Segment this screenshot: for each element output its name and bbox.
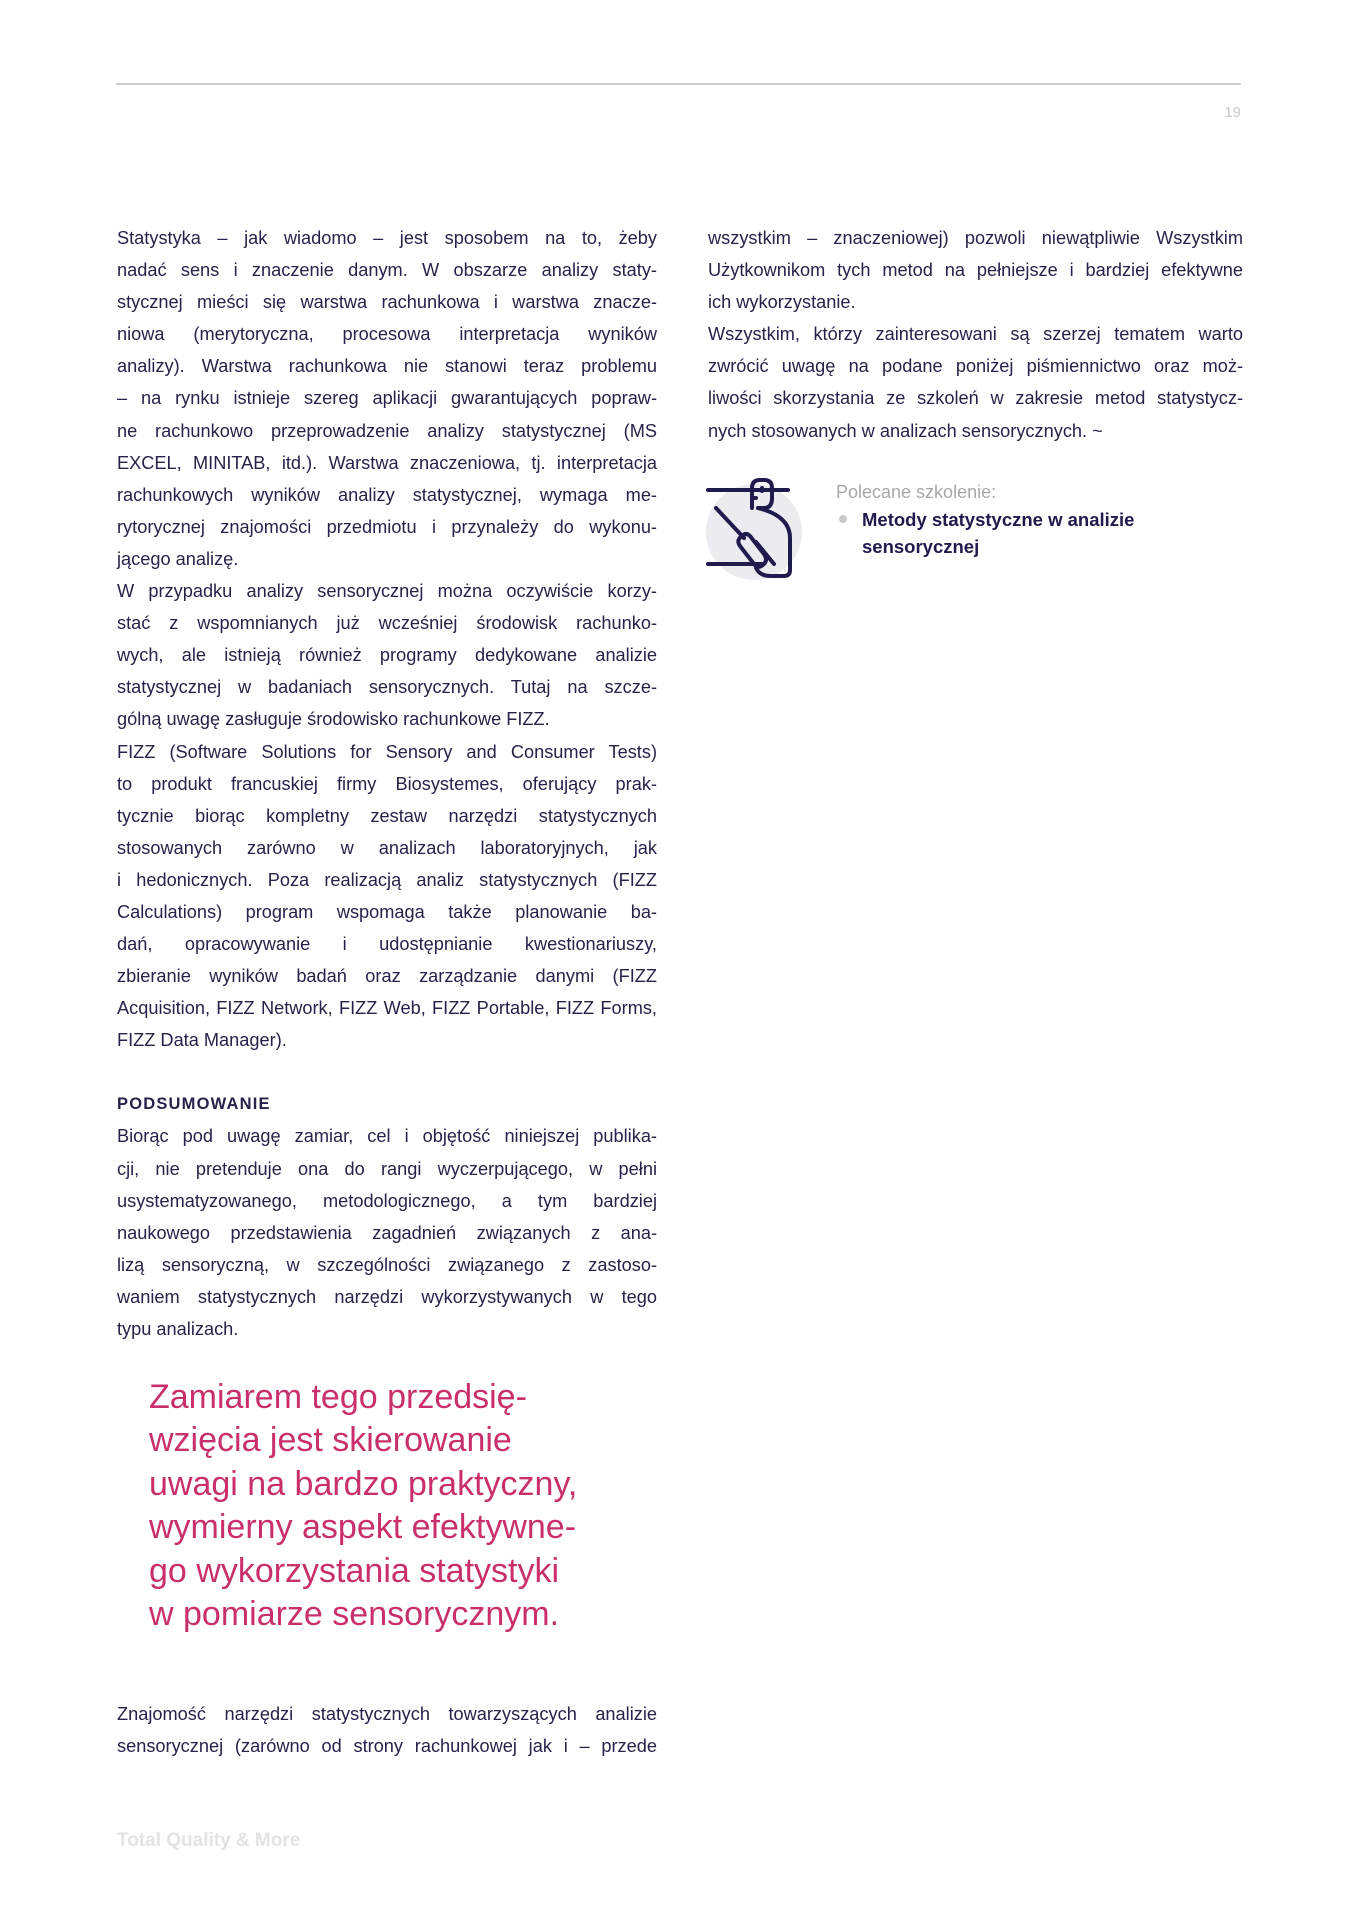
text-line: stycznej mieści się warstwa rachunkowa i warstwa znacze- <box>117 292 657 313</box>
text-line: EXCEL, MINITAB, itd.). Warstwa znaczeniowa, tj. interpretacja <box>117 452 657 473</box>
left-column <box>117 222 657 1345</box>
right-column <box>708 222 1243 447</box>
text-line: analizy). Warstwa rachunkowa nie stanowi teraz problemu <box>117 356 657 377</box>
text-line: lizą sensoryczną, w szczególności związanego z zastoso- <box>117 1254 657 1275</box>
bullet-icon <box>839 515 847 523</box>
text-line: – na rynku istnieje szereg aplikacji gwarantujących popraw- <box>117 388 657 409</box>
text-line: wszystkim – znaczeniowej) pozwoli niewątpliwie Wszystkim <box>708 228 1243 248</box>
training-label: Polecane szkolenie: <box>836 482 997 502</box>
paragraph <box>708 222 1243 318</box>
quote-line: uwagi na bardzo praktyczny, <box>149 1464 578 1503</box>
text-line: ich wykorzystanie. <box>708 292 856 313</box>
text-line: Statystyka – jak wiadomo – jest sposobem na to, żeby <box>117 228 657 248</box>
presenter-icon <box>706 478 810 586</box>
training-link-line: sensorycznej <box>862 536 980 557</box>
text-line: nych stosowanych w analizach sensorycznych. ~ <box>708 420 1103 441</box>
page-number: 19 <box>1224 104 1241 121</box>
paragraph <box>117 1698 657 1762</box>
text-line: usystematyzowanego, metodologicznego, a tym bardziej <box>117 1190 657 1211</box>
text-line: cji, nie pretenduje ona do rangi wyczerpującego, w pełni <box>117 1158 657 1179</box>
text-line: to produkt francuskiej firmy Biosystemes, oferujący prak- <box>117 773 657 794</box>
training-link-line: Metody statystyczne w analizie <box>862 509 1135 530</box>
text-line: i hedonicznych. Poza realizacją analiz statystycznych (FIZZ <box>117 869 657 890</box>
text-line: sensorycznej (zarówno od strony rachunkowej jak i – przede <box>117 1736 657 1757</box>
text-line: FIZZ Data Manager). <box>117 1030 287 1051</box>
text-line: Znajomość narzędzi statystycznych towarzyszących analizie <box>117 1704 657 1724</box>
text-line: liwości skorzystania ze szkoleń w zakresie metod statystycz- <box>708 388 1243 409</box>
quote-line: w pomiarze sensorycznym. <box>149 1595 560 1634</box>
text-line: zwrócić uwagę na podane poniżej piśmiennictwo oraz moż- <box>708 356 1243 377</box>
text-line: stosowanych zarówno w analizach laboratoryjnych, jak <box>117 837 657 858</box>
quote-line: wzięcia jest skierowanie <box>149 1421 512 1460</box>
text-line: ne rachunkowo przeprowadzenie analizy statystycznej (MS <box>117 420 657 441</box>
closing-paragraph <box>117 1698 657 1762</box>
text-line: stać z wspomnianych już wcześniej środowisk rachunko- <box>117 613 657 634</box>
text-line: waniem statystycznych narzędzi wykorzystywanych w tego <box>117 1286 657 1307</box>
text-line: Calculations) program wspomaga także planowanie ba- <box>117 901 657 922</box>
text-line: wych, ale istnieją również programy dedykowane analizie <box>117 645 657 666</box>
training-link[interactable] <box>862 506 1134 560</box>
text-line: W przypadku analizy sensorycznej można oczywiście korzy- <box>117 581 657 602</box>
training-list-item <box>836 506 1166 560</box>
header-rule <box>116 83 1241 85</box>
text-line: typu analizach. <box>117 1319 239 1339</box>
text-line: FIZZ (Software Solutions for Sensory and Consumer Tests) <box>117 741 657 762</box>
text-line: naukowego przedstawienia zagadnień związanych z ana- <box>117 1222 657 1243</box>
text-line: tycznie biorąc kompletny zestaw narzędzi statystycznych <box>117 805 657 826</box>
text-line: gólną uwagę zasługuje środowisko rachunkowe FIZZ. <box>117 709 550 730</box>
text-line: nadać sens i znaczenie danym. W obszarze analizy staty- <box>117 260 657 281</box>
text-line: statystycznej w badaniach sensorycznych. Tutaj na szcze- <box>117 677 657 698</box>
text-line: jącego analizę. <box>117 548 239 569</box>
paragraph <box>708 318 1243 446</box>
text-line: rytorycznej znajomości przedmiotu i przynależy do wykonu- <box>117 516 657 537</box>
text-line: zbieranie wyników badań oraz zarządzanie danymi (FIZZ <box>117 966 657 987</box>
quote-line: go wykorzystania statystyki <box>149 1551 560 1590</box>
quote-line: Zamiarem tego przedsię- <box>149 1378 527 1416</box>
paragraph <box>117 222 657 575</box>
text-line: Wszystkim, którzy zainteresowani są szerzej tematem warto <box>708 324 1243 345</box>
quote-line: wymierny aspekt efektywne- <box>149 1508 577 1547</box>
text-line: rachunkowych wyników analizy statystycznej, wymaga me- <box>117 484 657 505</box>
text-line: dań, opracowywanie i udostępnianie kwestionariuszy, <box>117 934 657 955</box>
paragraph <box>117 1120 657 1345</box>
recommended-training <box>706 478 1246 588</box>
text-line: Acquisition, FIZZ Network, FIZZ Web, FIZZ Portable, FIZZ Forms, <box>117 998 657 1019</box>
paragraph <box>117 575 657 735</box>
text-line: Biorąc pod uwagę zamiar, cel i objętość niniejszej publika- <box>117 1126 657 1147</box>
paragraph <box>117 736 657 1057</box>
footer-brand: Total Quality & More <box>117 1830 301 1851</box>
pull-quote <box>149 1376 669 1636</box>
text-line: Użytkownikom tych metod na pełniejsze i bardziej efektywne <box>708 260 1243 281</box>
text-line: niowa (merytoryczna, procesowa interpretacja wyników <box>117 324 657 345</box>
section-heading: PODSUMOWANIE <box>117 1095 271 1114</box>
